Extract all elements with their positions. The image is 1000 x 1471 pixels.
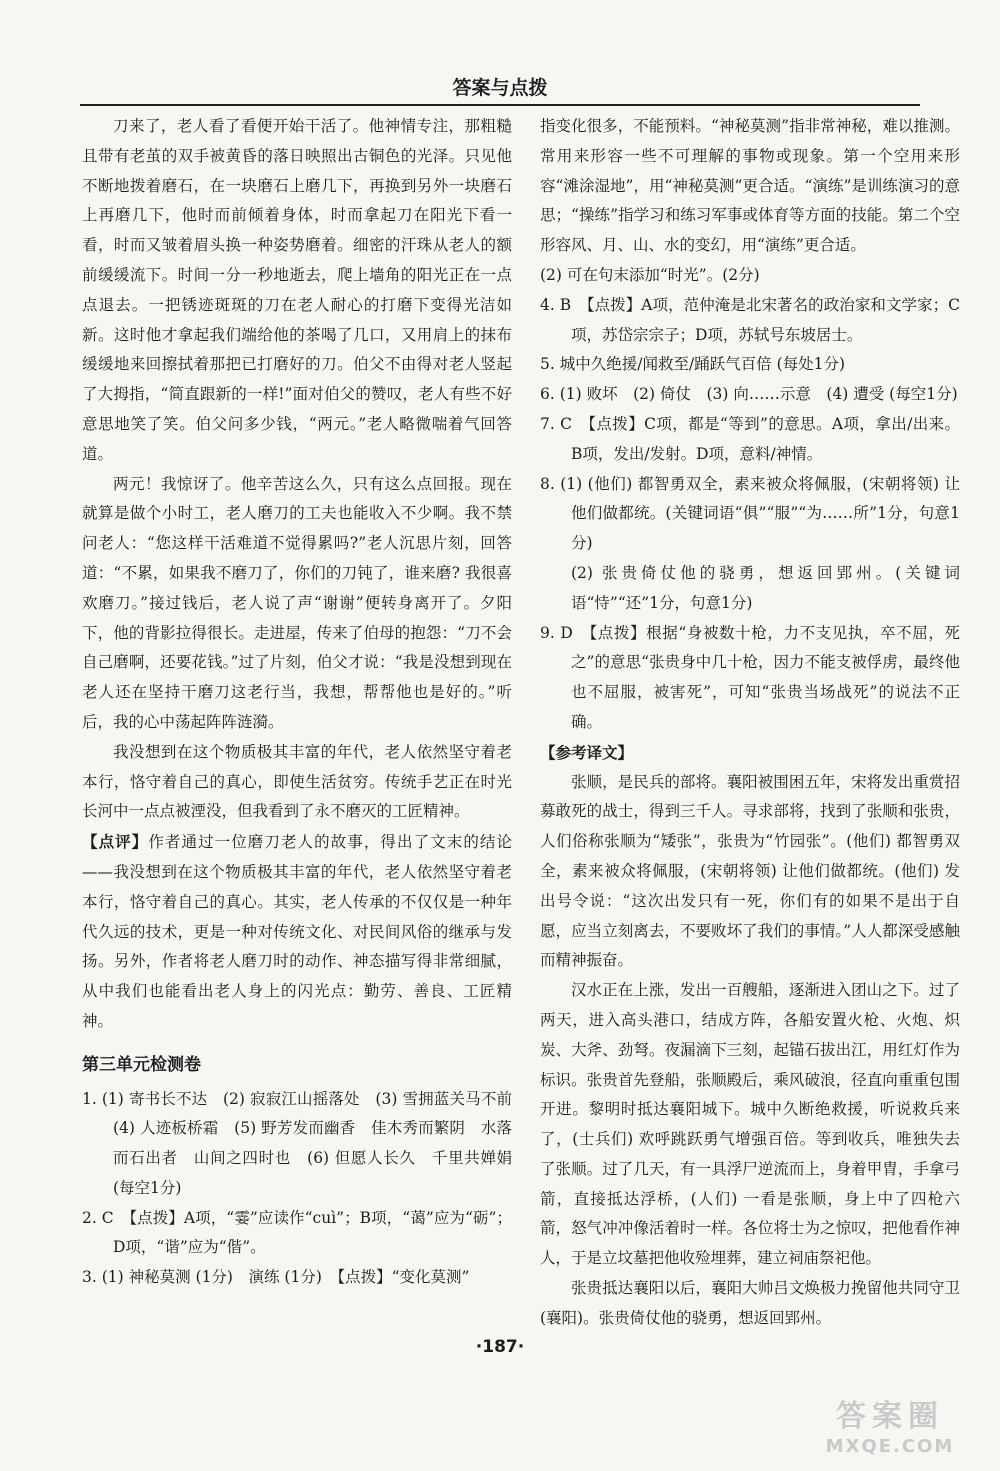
answer-item-6: 6. (1) 败坏 (2) 倚仗 (3) 向……示意 (4) 遭受 (每空1分) [540,385,958,404]
watermark-logo [795,1398,985,1464]
answer-item-8-2: (2) 张贵倚仗他的骁勇，想返回郢州。(关键词语“恃”“还”1分，句意1分) [571,563,960,612]
comment-text: 作者通过一位磨刀老人的故事，得出了文末的结论——我没想到在这个物质极其丰富的年代，老人依然坚守着老本行，恪守着自己的真心。其实，老人传承的不仅仅是一种年代久远的技术，更是一种对传统文化、对民间风俗的继承与发扬。另外，作者将老人磨刀时的动作、神态描写得非常细腻，从中我们也能看出老人身上的闪光点：勤劳、善良、工匠精神。 [82,833,512,1030]
header-title: 答案与点拨 [452,77,548,99]
answer-3-continuation: 指变化很多，不能预料。“神秘莫测”指非常神秘，难以推测。常用来形容一些不可理解的事物或现象。第一个空用来形容“滩涂湿地”，用“神秘莫测”更合适。“演练”是训练演习的意思；“操练”指学习和练习军事或体育等方面的技能。第二个空形容风、月、山、水的变幻，用“演练”更合适。 [540,117,960,255]
answer-item-1: 1. (1) 寄书长不达 (2) 寂寂江山摇落处 (3) 雪拥蓝关马不前 (4) 人迹板桥霜 (5) 野芳发而幽香 佳木秀而繁阴 水落而石出者 山间之四时也 (6) 但愿人长久 千里共婵娟 (每空1分) [82,1089,528,1197]
answer-3-part-2: (2) 可在句末添加“时光”。(2分) [540,265,760,284]
answer-item-2: 2. C 【点拨】A项，“霎”应读作“cuì”；B项，“蔼”应为“砺”；D项，“谐”应为“偕”。 [82,1208,512,1257]
essay-paragraph-1: 刀来了，老人看了看便开始干活了。他神情专注，那粗糙且带有老茧的双手被黄昏的落日映照出古铜色的光泽。只见他不断地拨着磨石，在一块磨石上磨几下，再换到另外一块磨石上再磨几下，他时而前倾着身体，时而拿起刀在阳光下看一看，时而又皱着眉头换一种姿势磨着。细密的汗珠从老人的额前缓缓流下。时间一分一秒地逝去，爬上墙角的阳光正在一点点退去。一把锈迹斑斑的刀在老人耐心的打磨下变得光洁如新。这时他才拿起我们端给他的茶喝了几口，又用肩上的抹布缓缓地来回擦拭着那把已打磨好的刀。伯父不由得对老人竖起了大拇指，“简直跟新的一样!”面对伯父的赞叹，老人有些不好意思地笑了笑。伯父问多少钱，“两元。”老人略微喘着气回答道。 [82,117,512,463]
essay-paragraph-2: 两元！我惊讶了。他辛苦这么久，只有这么点回报。现在就算是做个小时工，老人磨刀的工夫也能收入不少啊。我不禁问老人：“您这样干活难道不觉得累吗?”老人沉思片刻，回答道：“不累，如果我不磨刀了，你们的刀钝了，谁来磨? 我很喜欢磨刀。”接过钱后，老人说了声“谢谢”便转身离开了。夕阳下，他的背影拉得很长。走进屋，传来了伯母的抱怨：“刀不会自己磨啊，还要花钱。”过了片刻，伯父才说：“我是没想到现在老人还在坚持干磨刀这老行当，我想，帮帮他也是好的。”听后，我的心中荡起阵阵涟漪。 [82,474,512,731]
translation-paragraph-3: 张贵抵达襄阳以后，襄阳大帅吕文焕极力挽留他共同守卫(襄阳)。张贵倚仗他的骁勇，想返回郢州。 [540,1279,960,1327]
left-column [82,112,528,1293]
translation-paragraph-1: 张顺，是民兵的部将。襄阳被围困五年，宋将发出重赏招募敢死的战士，得到三千人。寻求部将，找到了张顺和张贵，人们俗称张顺为“矮张”，张贵为“竹园张”。(他们) 都智勇双全，素来被众将佩服，(宋朝将领) 让他们做都统。(他们) 发出号令说：“这次出发只有一死，你们有的如果不是出于自愿，应当立刻离去，不要败坏了我们的事情。”人人都深受感触而精神振奋。 [540,772,960,970]
answer-item-9: 9. D 【点拨】根据“身被数十枪，力不支见执，卒不屈，死之”的意思“张贵身中几十枪，因力不能支被俘虏，最终他也不屈服，被害死”，可知“张贵当场战死”的说法不正确。 [540,623,960,731]
watermark-top-text: 答案圈 [836,1399,944,1434]
watermark-bottom-text: MXQE.COM [825,1436,955,1457]
comment-tag: 【点评】 [82,832,149,852]
answer-item-4: 4. B 【点拨】A项，范仲淹是北宋著名的政治家和文学家；C项，苏岱宗宗子；D项，苏轼号东坡居士。 [540,295,960,344]
page-number: ·187· [475,1337,525,1357]
answer-item-3: 3. (1) 神秘莫测 (1分) 演练 (1分) 【点拨】“变化莫测” [82,1268,470,1287]
translation-title: 【参考译文】 [540,742,634,762]
essay-paragraph-3: 我没想到在这个物质极其丰富的年代，老人依然坚守着老本行，恪守着自己的真心，即使生活贫穷。传统手艺正在时光长河中一点点被湮没，但我看到了永不磨灭的工匠精神。 [82,742,512,821]
comment-block [82,827,512,1037]
answer-item-5: 5. 城中久绝援/闻救至/踊跃气百倍 (每处1分) [540,355,846,374]
answer-item-8-1: 8. (1) (他们) 都智勇双全，素来被众将佩服，(宋朝将领) 让他们做都统。(关键词语“俱”“服”“为……所”1分，句意1分) [540,474,960,553]
translation-paragraph-2: 汉水正在上涨，发出一百艘船，逐渐进入团山之下。过了两天，进入高头港口，结成方阵，各船安置火枪、火炮、炽炭、大斧、劲弩。夜漏滴下三刻，起锚石拔出江，用红灯作为标识。张贵首先登船，张顺殿后，乘风破浪，径直向重重包围开进。黎明时抵达襄阳城下。城中久断绝救援，听说救兵来了，(士兵们) 欢呼跳跃勇气增强百倍。等到收兵，唯独失去了张顺。过了几天，有一具浮尸逆流而上，身着甲胄，手拿弓箭，直接抵达浮桥，(人们) 一看是张顺，身上中了四枪六箭，怒气冲冲像活着时一样。各位将士为之惊叹，把他看作神人，于是立坟墓把他收殓埋葬，建立祠庙祭祀他。 [540,981,960,1268]
page-header [80,74,920,106]
right-column [540,112,960,1334]
section-title: 第三单元检测卷 [82,1054,201,1075]
answer-item-7: 7. C 【点拨】C项，都是“等到”的意思。A项，拿出/出来。B项，发出/发射。D项，意料/神情。 [540,414,960,463]
